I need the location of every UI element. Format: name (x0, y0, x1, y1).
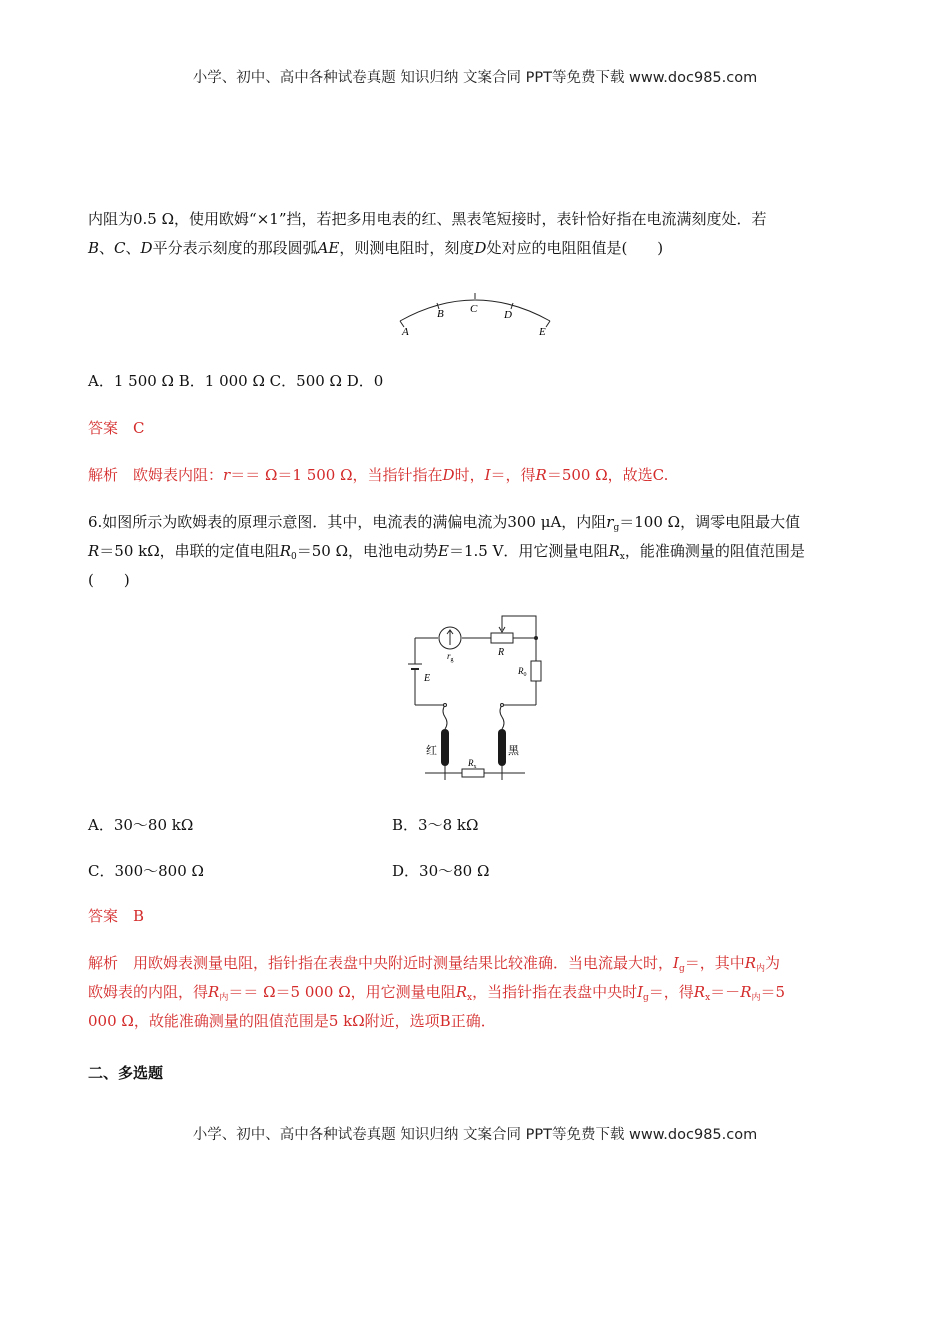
q6-an-text: ＝5 (760, 983, 786, 1001)
q5-an-text: 解析 欧姆表内阻： (88, 466, 224, 484)
q6-an-var: I (673, 954, 679, 972)
q6-an-sub: g (643, 993, 649, 1003)
junction-dot (534, 636, 538, 640)
red-lead-wire (443, 705, 447, 729)
ohmmeter-circuit-figure (405, 608, 555, 783)
label-black: 黑 (508, 744, 519, 757)
q5-an-text: ＝500 Ω，故选C. (546, 466, 669, 484)
q6-an-sub: x (466, 993, 473, 1003)
q6-stem-line2 (88, 537, 864, 566)
q5-stem (88, 205, 864, 263)
q6-an-var: I (637, 983, 644, 1001)
terminal (501, 704, 504, 707)
q5-answer: 答案 C (88, 419, 145, 437)
black-probe (498, 729, 506, 766)
q6-var: E (438, 542, 449, 560)
q5-var-d2: D (474, 239, 487, 257)
adjustable-resistor-r (491, 633, 513, 643)
label-rx: $R_x$ (468, 758, 477, 770)
q6-sub: x (619, 552, 625, 562)
resistor-rx (462, 769, 484, 777)
terminal (444, 704, 447, 707)
q6-an-text: ＝－ (710, 983, 741, 1001)
q6-analysis-line2 (88, 978, 864, 1007)
q6-an-text: ＝，得 (648, 983, 694, 1001)
label-rg: $r_g$ (447, 651, 454, 663)
q6-an-text: ＝＝ Ω＝5 000 Ω，用它测量电阻 (228, 983, 456, 1001)
q6-text: ＝50 kΩ，串联的定值电阻 (99, 542, 280, 560)
label-r0: $R_0$ (518, 666, 527, 678)
q5-text: 、 (125, 239, 141, 257)
q5-text: 、 (99, 239, 115, 257)
q6-an-text: 解析 用欧姆表测量电阻，指针指在表盘中央附近时测量结果比较准确．当电流最大时， (88, 954, 674, 972)
q6-stem (88, 508, 864, 595)
label-a: A (402, 326, 409, 338)
q5-an-text: ＝，得 (490, 466, 536, 484)
label-c: C (470, 303, 478, 315)
q5-text: ，则测电阻时，刻度 (339, 239, 475, 257)
label-e: E (424, 673, 431, 684)
q6-var: R (608, 542, 620, 560)
q5-an-var: I (484, 466, 491, 484)
q5-options: A．1 500 Ω B．1 000 Ω C．500 Ω D．0 (88, 372, 384, 390)
resistor-r0 (531, 661, 541, 681)
black-lead-wire (500, 705, 504, 729)
q5-text: 处对应的电阻阻值是( ) (486, 239, 664, 257)
q6-an-text: ＝，其中 (684, 954, 745, 972)
q5-text: 平分表示刻度的那段圆弧 (152, 239, 318, 257)
q6-an-text: ，当指针指在表盘中央时 (472, 983, 638, 1001)
header-banner: 小学、初中、高中各种试卷真题 知识归纳 文案合同 PPT等免费下载 www.doc985.com (192, 70, 758, 86)
q6-option-c: C．300～800 Ω (88, 862, 204, 880)
q5-an-text: 时， (454, 466, 485, 484)
q6-an-var: R (208, 983, 220, 1001)
q6-var: R (88, 542, 100, 560)
q6-text: 6.如图所示为欧姆表的原理示意图．其中，电流表的满偏电流为300 μA，内阻 (88, 513, 607, 531)
red-probe (441, 729, 449, 766)
label-red: 红 (426, 744, 437, 757)
q6-an-text: 欧姆表的内阻，得 (88, 983, 209, 1001)
q6-an-var: R (693, 983, 706, 1001)
q6-var: r (606, 513, 614, 531)
q6-an-sub: 内 (756, 964, 766, 974)
q6-sub: g (613, 523, 620, 533)
q6-answer: 答案 B (88, 907, 145, 925)
q5-an-text: ＝＝ Ω＝1 500 Ω，当指针指在 (230, 466, 443, 484)
q5-stem-line2 (88, 234, 864, 263)
label-r: R (498, 647, 505, 658)
scale-arc-figure (390, 285, 560, 340)
q6-an-sub: 内 (751, 993, 761, 1003)
q5-var-b: B (88, 239, 100, 257)
q5-var-c: C (114, 239, 126, 257)
q5-an-var: R (535, 466, 547, 484)
q6-analysis-line3: 000 Ω，故能准确测量的阻值范围是5 kΩ附近，选项B正确． (88, 1012, 496, 1030)
q6-option-d: D．30～80 Ω (392, 862, 490, 880)
q6-an-sub: g (678, 964, 685, 974)
q5-var-ae: AE (317, 239, 340, 257)
label-e: E (539, 326, 546, 338)
q5-analysis (88, 461, 864, 490)
q6-an-var: R (740, 983, 752, 1001)
q6-analysis (88, 949, 864, 1036)
q6-option-a: A．30～80 kΩ (88, 816, 194, 834)
q6-text: ＝1.5 V．用它测量电阻 (448, 542, 609, 560)
q6-analysis-line1 (88, 949, 864, 978)
q6-an-text: 为 (765, 954, 781, 972)
q6-sub: 0 (290, 552, 297, 562)
label-d: D (504, 309, 512, 321)
tick-e (546, 321, 550, 327)
q6-option-b: B．3～8 kΩ (392, 816, 479, 834)
q5-an-var: r (223, 466, 231, 484)
q6-text: ＝100 Ω，调零电阻最大值 (619, 513, 801, 531)
footer-banner: 小学、初中、高中各种试卷真题 知识归纳 文案合同 PPT等免费下载 www.doc985.com (192, 1127, 758, 1143)
q6-an-var: R (744, 954, 757, 972)
q5-stem-line1: 内阻为0.5 Ω，使用欧姆“×1”挡，若把多用电表的红、黑表笔短接时，表针恰好指在电流满刻度处．若 (88, 210, 767, 228)
q6-an-sub: x (705, 993, 711, 1003)
q6-an-var: R (455, 983, 467, 1001)
q5-var-d: D (140, 239, 153, 257)
q6-text: ＝50 Ω，电池电动势 (296, 542, 439, 560)
q6-stem-line1 (88, 508, 864, 537)
q5-an-var: D (442, 466, 455, 484)
label-b: B (437, 308, 444, 320)
q6-stem-line3: ( ) (88, 571, 130, 589)
q6-text: ，能准确测量的阻值范围是 (624, 542, 805, 560)
q6-var: R (279, 542, 291, 560)
section-heading: 二、多选题 (88, 1064, 164, 1082)
q6-an-sub: 内 (219, 993, 229, 1003)
